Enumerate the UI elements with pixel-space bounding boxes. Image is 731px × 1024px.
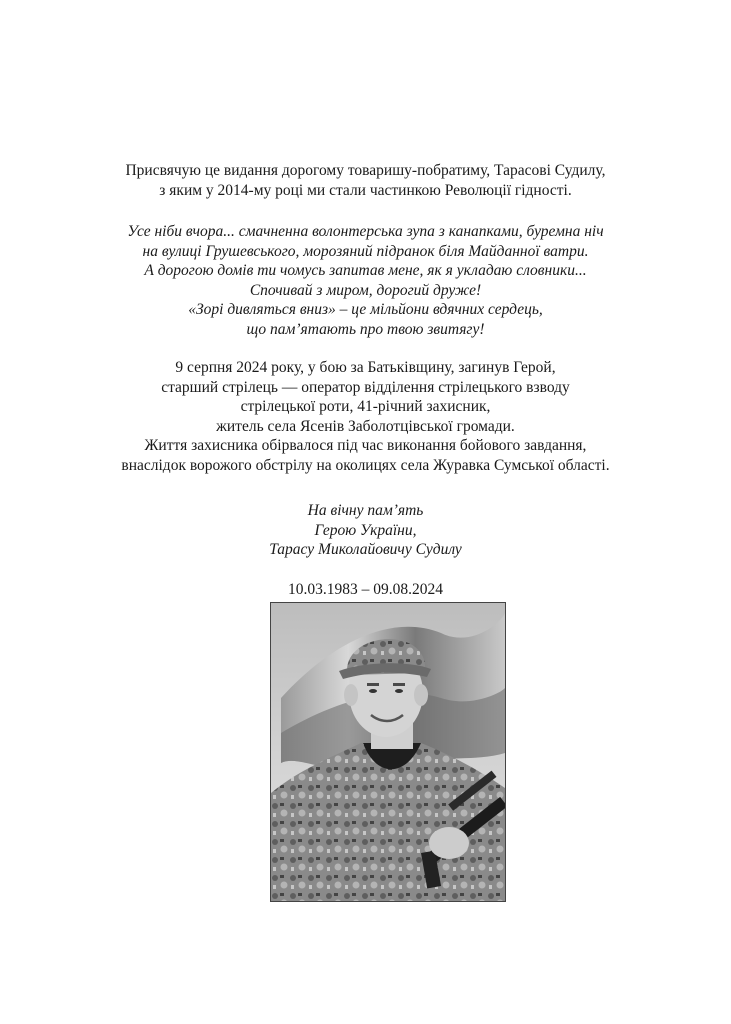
- memory-line: А дорогою домів ти чомусь запитав мене, як я укладаю словники...: [144, 262, 587, 279]
- obituary-paragraph: [0, 358, 731, 475]
- soldier-portrait-photo: [270, 602, 506, 902]
- obituary-line: Життя захисника обірвалося під час виконання бойового завдання,: [144, 437, 587, 454]
- obituary-line: житель села Ясенів Заболотцівської громади.: [216, 417, 515, 435]
- obituary-line: 9 серпня 2024 року, у бою за Батьківщину, загинув Герой,: [175, 359, 556, 376]
- memory-line: «Зорі дивляться вниз» – це мільйони вдячних сердець,: [188, 301, 543, 318]
- tribute-line: На вічну пам’ять: [307, 502, 424, 519]
- life-dates: 10.03.1983 – 09.08.2024: [288, 581, 443, 598]
- memory-line: Усе ніби вчора... смачненна волонтерська зупа з канапками, буремна ніч: [127, 223, 604, 240]
- dedication-line: з яким у 2014-му році ми стали частинкою Революції гідності.: [159, 181, 572, 199]
- portrait-image: [271, 603, 505, 901]
- obituary-line: внаслідок ворожого обстрілу на околицях села Журавка Сумської області.: [121, 456, 610, 474]
- memory-line: на вулиці Грушевського, морозяний підранок біля Майданної ватри.: [142, 242, 589, 260]
- tribute-line: Герою України,: [314, 521, 417, 539]
- dedication-paragraph: [0, 161, 731, 200]
- tribute-paragraph: [0, 501, 731, 560]
- obituary-line: старший стрілець — оператор відділення стрілецького взводу: [161, 378, 570, 396]
- tribute-line: Тарасу Миколайовичу Судилу: [269, 541, 462, 558]
- dedication-line: Присвячую це видання дорогому товаришу-побратиму, Тарасові Судилу,: [125, 162, 606, 179]
- memory-paragraph: [0, 222, 731, 339]
- memory-line: що пам’ятають про твою звитягу!: [246, 320, 485, 338]
- obituary-line: стрілецької роти, 41-річний захисник,: [240, 398, 491, 415]
- memory-line: Спочивай з миром, дорогий друже!: [249, 281, 482, 299]
